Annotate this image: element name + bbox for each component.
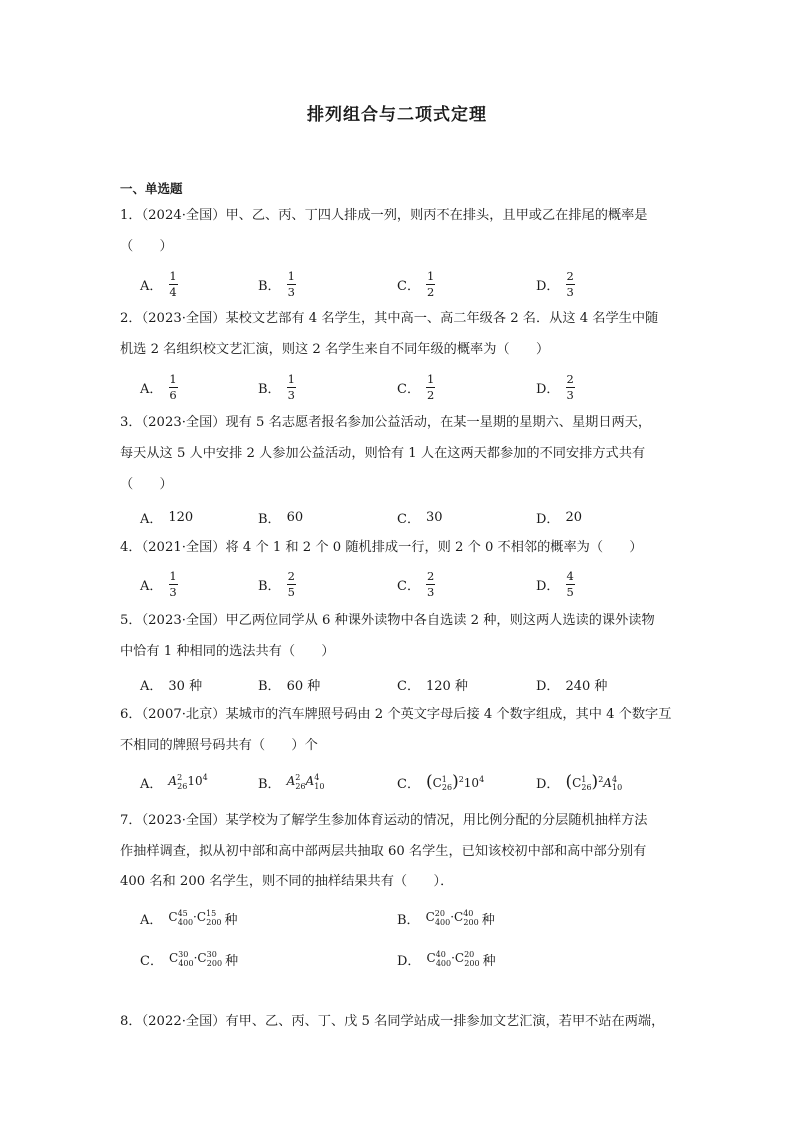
fraction: $\frac{1}{2}$	[426, 371, 435, 402]
fraction: $\frac{2}{5}$	[287, 568, 295, 599]
option-b[interactable]: B． 60 种	[258, 678, 321, 694]
option-b[interactable]: B． $\frac{1}{3}$	[258, 371, 295, 402]
option-a[interactable]: A． $\frac{1}{3}$	[140, 568, 177, 599]
option-a[interactable]: A． 30 种	[140, 678, 203, 694]
option-b[interactable]: B． $\frac{1}{3}$	[258, 268, 295, 299]
option-a[interactable]: A． $\frac{1}{4}$	[140, 268, 177, 299]
fraction: $\frac{4}{5}$	[566, 568, 574, 599]
question-7-text-cont-2: 400 名和 200 名学生，则不同的抽样结果共有（ ）．	[120, 874, 454, 889]
option-d[interactable]: D． $\frac{4}{5}$	[536, 568, 574, 599]
option-c[interactable]: C． $C^{30}_{400}\cdot C^{30}_{200}$ 种	[140, 950, 239, 969]
option-d[interactable]: D． 240 种	[536, 678, 608, 694]
question-3-options	[0, 499, 794, 535]
option-c[interactable]: C． 120 种	[397, 678, 468, 694]
question-7-text: 7．（2023·全国）某学校为了解学生参加体育运动的情况，用比例分配的分层随机抽样方法	[120, 813, 648, 828]
question-3-text: 3．（2023·全国）现有 5 名志愿者报名参加公益活动，在某一星期的星期六、星期日两天，	[120, 415, 652, 430]
option-d[interactable]: D． $\frac{2}{3}$	[536, 371, 574, 402]
question-6-text-cont: 不相同的牌照号码共有（ ）个	[120, 738, 318, 753]
option-d[interactable]: D． $C^{40}_{400}\cdot C^{20}_{200}$ 种	[397, 950, 496, 969]
formula: $(C^1_{26})^210^4$	[425, 771, 485, 793]
option-a[interactable]: A． $A^2_{26}10^4$	[140, 773, 208, 792]
option-d[interactable]: D． $\frac{2}{3}$	[536, 268, 574, 299]
option-b[interactable]: B． 60	[258, 509, 304, 527]
fraction: $\frac{1}{3}$	[169, 568, 177, 599]
question-3-text-cont-2: （ ）	[120, 477, 173, 492]
question-1-text: 1．（2024·全国）甲、乙、丙、丁四人排成一列，则丙不在排头，且甲或乙在排尾的概率是	[120, 208, 648, 223]
fraction: $\frac{1}{4}$	[169, 268, 177, 299]
question-7-options-row-2	[0, 941, 794, 977]
question-5-text: 5．（2023·全国）甲乙两位同学从 6 种课外读物中各自选读 2 种，则这两人选读的课外读物	[120, 613, 655, 628]
formula: $C^{40}_{400}\cdot C^{20}_{200}$	[426, 950, 480, 968]
option-b[interactable]: B． $\frac{2}{5}$	[258, 568, 295, 599]
question-5-text-cont: 中恰有 1 种相同的选法共有（ ）	[120, 644, 335, 659]
fraction: $\frac{1}{6}$	[169, 371, 177, 402]
question-2-text-cont: 机选 2 名组织校文艺汇演，则这 2 名学生来自不同年级的概率为（ ）	[120, 342, 550, 357]
question-4-options	[0, 566, 794, 602]
question-5-options	[0, 666, 794, 702]
option-c[interactable]: C． $(C^1_{26})^210^4$	[397, 771, 485, 793]
option-a[interactable]: A． $C^{45}_{400}\cdot C^{15}_{200}$ 种	[140, 909, 238, 928]
question-1-text-cont: （ ）	[120, 239, 173, 254]
page-title: 排列组合与二项式定理	[307, 105, 487, 125]
option-b[interactable]: B． $A^2_{26}A^4_{10}$	[258, 773, 325, 792]
option-c[interactable]: C． $\frac{2}{3}$	[397, 568, 435, 599]
formula: $(C^1_{26})^2A^4_{10}$	[565, 771, 623, 793]
option-a[interactable]: A． $\frac{1}{6}$	[140, 371, 177, 402]
option-c[interactable]: C． $\frac{1}{2}$	[397, 371, 435, 402]
question-8-text: 8．（2022·全国）有甲、乙、丙、丁、戊 5 名同学站成一排参加文艺汇演，若甲不站在两端，	[120, 1014, 665, 1029]
question-6-options	[0, 764, 794, 800]
fraction: $\frac{1}{2}$	[426, 268, 435, 299]
formula: $A^2_{26}A^4_{10}$	[286, 773, 325, 791]
option-c[interactable]: C． 30	[397, 509, 443, 527]
fraction: $\frac{2}{3}$	[426, 568, 435, 599]
formula: $C^{30}_{400}\cdot C^{30}_{200}$	[168, 950, 223, 968]
fraction: $\frac{2}{3}$	[566, 371, 574, 402]
option-d[interactable]: D． 20	[536, 509, 582, 527]
option-c[interactable]: C． $\frac{1}{2}$	[397, 268, 435, 299]
question-2-options	[0, 369, 794, 405]
fraction: $\frac{1}{3}$	[287, 268, 295, 299]
option-b[interactable]: B． $C^{20}_{400}\cdot C^{40}_{200}$ 种	[397, 909, 495, 928]
fraction: $\frac{1}{3}$	[287, 371, 295, 402]
question-1-options	[0, 266, 794, 302]
formula: $A^2_{26}10^4$	[168, 773, 208, 791]
fraction: $\frac{2}{3}$	[566, 268, 574, 299]
option-a[interactable]: A． 120	[140, 509, 194, 527]
question-7-text-cont: 作抽样调查，拟从初中部和高中部两层共抽取 60 名学生，已知该校初中部和高中部分别有	[120, 844, 647, 859]
formula: $C^{45}_{400}\cdot C^{15}_{200}$	[168, 909, 222, 927]
option-d[interactable]: D． $(C^1_{26})^2A^4_{10}$	[536, 771, 623, 793]
formula: $C^{20}_{400}\cdot C^{40}_{200}$	[425, 909, 479, 927]
question-3-text-cont: 每天从这 5 人中安排 2 人参加公益活动，则恰有 1 人在这两天都参加的不同安排方式共有	[120, 446, 646, 461]
question-2-text: 2．（2023·全国）某校文艺部有 4 名学生，其中高一、高二年级各 2 名．从这 4 名学生中随	[120, 311, 659, 326]
question-4-text: 4．（2021·全国）将 4 个 1 和 2 个 0 随机排成一行，则 2 个 0 不相邻的概率为（ ）	[120, 540, 643, 555]
question-7-options-row-1	[0, 900, 794, 936]
question-6-text: 6．（2007·北京）某城市的汽车牌照号码由 2 个英文字母后接 4 个数字组成，其中 4 个数字互	[120, 707, 672, 722]
section-heading: 一、单选题	[120, 181, 183, 196]
